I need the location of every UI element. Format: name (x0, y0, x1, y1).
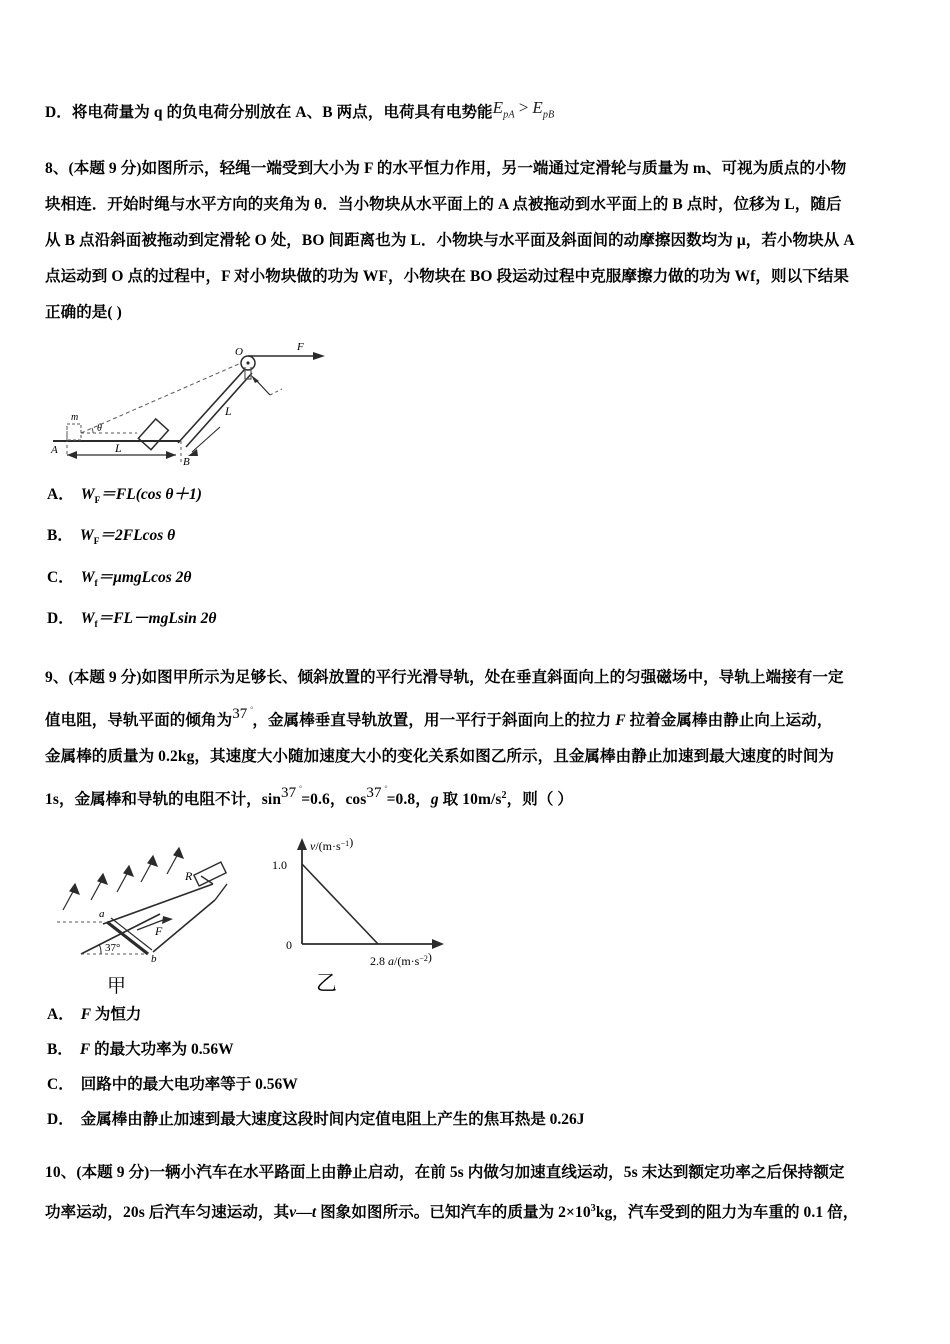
question-9-option-a (45, 997, 911, 1032)
label-theta: θ (97, 423, 102, 435)
chart-y-axis-label: $v/(m\cdot s^{-1})$ (310, 834, 354, 853)
label-incline-angle: 37° (105, 941, 121, 954)
q9-option-d-text: 金属棒由静止加速到最大速度这段时间内定值电阻上产生的焦耳热是 0.26J (80, 1110, 585, 1128)
question-8-stem (45, 151, 911, 187)
label-F-incline: F (155, 923, 163, 938)
question-9-line-1: 如图甲所示为足够长、倾斜放置的平行光滑导轨，处在垂直斜面向上的匀强磁场中，导轨上端接有一定 (141, 668, 844, 686)
question-9-stem-line3: 金属棒的质量为 0.2kg，其速度大小随加速度大小的变化关系如图乙所示，且金属棒由静止加速到最大速度的时间为 (45, 747, 835, 765)
q9-option-a-label: A． (47, 1005, 74, 1023)
angle-37-degrees-1: 37 ° (232, 696, 252, 732)
question-8-stem-line4: 点运动到 O 点的过程中，F 对小物块做的功为 WF，小物块在 BO 段运动过程中克服摩擦力做的功为 Wf，则以下结果 (45, 268, 850, 286)
chart-y-tick-1: 1.0 (272, 857, 287, 872)
label-A: A (51, 444, 58, 457)
formula-ep-a-sub: pA (503, 109, 515, 121)
label-R: R (185, 868, 193, 883)
question-8-option-c (45, 560, 911, 601)
option-d-text: 将电荷量为 q 的负电荷分别放在 A、B 两点，电荷具有电势能 (71, 104, 493, 121)
label-B: B (183, 456, 190, 469)
question-8-stem-line2: 块相连．开始时绳与水平方向的夹角为 θ．当小物块从水平面上的 A 点被拖动到水平面上的 B 点时，位移为 L，随后 (45, 196, 842, 214)
label-F: F (297, 341, 304, 354)
label-b: b (151, 952, 157, 965)
question-10-number: 10、 (45, 1163, 77, 1181)
q9-option-b-label: B． (47, 1040, 73, 1058)
q9-option-c-label: C． (47, 1075, 74, 1093)
q8-option-a-text: $W_F=FL(\cos$ θ＋1) (80, 486, 202, 507)
label-a: a (99, 907, 105, 920)
formula-ep-b-sub: pB (542, 109, 555, 121)
q8-option-d-text: $W_f=FL-mgLsin$ 2θ (80, 609, 217, 630)
question-8-line-1: 如图所示，轻绳一端受到大小为 F 的水平恒力作用，另一端通过定滑轮与质量为 m、可视为质点的小物 (141, 160, 847, 178)
electric-potential-energy-formula (493, 90, 555, 133)
q8-option-d-label: D． (47, 609, 74, 627)
question-9-points: (本题 9 分) (68, 668, 142, 686)
previous-option-d (45, 90, 911, 133)
label-O: O (235, 346, 243, 359)
chart-x-axis-label: 2.8 $a/(m\cdot s^{-2})$ (370, 949, 432, 968)
question-9-figures (45, 832, 911, 997)
question-9-option-b (45, 1032, 911, 1067)
label-L-incline: L (225, 404, 232, 419)
chart-origin-label: 0 (286, 937, 292, 952)
formula-ep-b-symbol: E (532, 98, 543, 117)
figure-caption-jia: 甲 (107, 975, 127, 997)
q8-option-c-text: $W_f=\mu mgLcos$ 2θ (80, 568, 192, 589)
question-9-stem-line4: 1s，金属棒和导轨的电阻不计，sin37 ° =0.6，cos37 ° =0.8，g 取 $10m/s^2$，则（ ） (45, 775, 911, 818)
figure-caption-yi: 乙 (316, 970, 337, 995)
question-8-stem-line5: 正确的是( ) (45, 304, 122, 322)
label-L-ground: L (115, 441, 122, 456)
angle-37-degrees-3: 37 ° (366, 775, 386, 811)
q9-option-d-label: D． (47, 1110, 74, 1128)
question-10-stem (45, 1155, 911, 1191)
velocity-acceleration-graph (258, 832, 478, 997)
formula-relation: > (518, 98, 529, 117)
option-d-punct: ． (56, 104, 72, 121)
angle-37-degrees-2: 37 ° (281, 775, 301, 811)
label-m: m (71, 412, 79, 424)
question-8-option-b (45, 518, 911, 559)
question-10-stem-line2: 功率运动，20s 后汽车匀速运动，其v—t 图象如图所示。已知汽车的质量为 $2\times 10^3kg$，汽车受到的阻力为车重的 0.1 倍， (45, 1202, 859, 1221)
question-9-number: 9、 (45, 668, 69, 686)
pulley-incline-diagram (45, 339, 345, 471)
question-8-number: 8、 (45, 160, 69, 178)
option-d-label: D (45, 104, 57, 121)
question-8-points: (本题 9 分) (68, 160, 142, 178)
question-9-option-d (45, 1102, 911, 1137)
question-8-option-a (45, 477, 911, 518)
q8-option-b-label: B． (47, 527, 73, 545)
question-10-points: (本题 9 分) (76, 1163, 150, 1181)
q8-option-c-label: C． (47, 568, 74, 586)
formula-ep-a-symbol: E (492, 98, 504, 117)
q8-option-b-text: $W_F=2FLcos$ θ (79, 527, 176, 548)
question-9-option-c (45, 1067, 911, 1102)
chart-series-line (302, 864, 378, 944)
question-8-option-d (45, 601, 911, 642)
question-9-stem-line2: 值电阻，导轨平面的倾角为37 ° ，金属棒垂直导轨放置，用一平行于斜面向上的拉力 F 拉着金属棒由静止向上运动， (45, 696, 911, 739)
inclined-rail-magnetic-field-diagram (45, 832, 255, 997)
q9-option-c-text: 回路中的最大电功率等于 0.56W (80, 1075, 298, 1093)
q8-option-a-label: A． (47, 486, 74, 504)
q9-option-b-text: F 的最大功率为 0.56W (79, 1040, 234, 1058)
question-9-stem (45, 660, 911, 696)
page-content (45, 90, 911, 1231)
question-8-figure (45, 339, 911, 471)
question-10-line-1: 一辆小汽车在水平路面上由静止启动，在前 5s 内做匀加速直线运动，5s 末达到额定功率之后保持额定 (149, 1163, 845, 1181)
q9-option-a-text: F 为恒力 (80, 1005, 142, 1023)
question-8-stem-line3: 从 B 点沿斜面被拖动到定滑轮 O 处，BO 间距离也为 L．小物块与水平面及斜面间的动摩擦因数均为 μ，若小物块从 A (45, 232, 855, 250)
